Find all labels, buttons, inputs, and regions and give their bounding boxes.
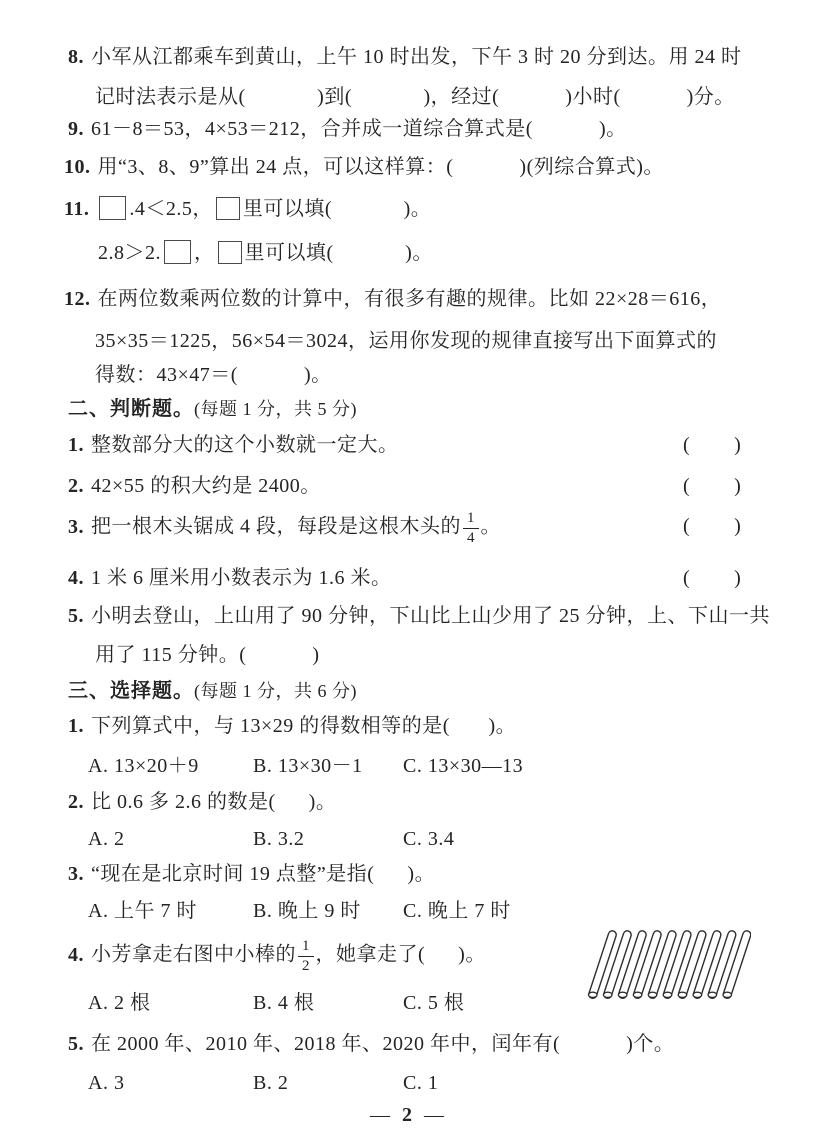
choice-q3-number: 3.: [68, 863, 84, 885]
choice-q4-number: 4.: [68, 943, 84, 966]
option-c: C. 1: [403, 1072, 439, 1094]
question-12-text2: 35×35＝1225，56×54＝3024，运用你发现的规律直接写出下面算式的: [95, 330, 718, 352]
choice-q4-text-post: ，她拿走了( )。: [315, 943, 486, 966]
judge-item-2-text: 42×55 的积大约是 2400。: [91, 475, 321, 497]
option-b: B. 晚上 9 时: [253, 900, 361, 922]
judge-item-5-line2: 用了 115 分钟。( ): [95, 644, 320, 666]
choice-q5: [68, 1031, 674, 1057]
option-c: C. 5 根: [403, 992, 465, 1014]
blank-box: [216, 197, 240, 220]
question-8-text: 小军从江都乘车到黄山，上午 10 时出发，下午 3 时 20 分到达。用 24 时: [91, 46, 742, 68]
judge-answer-paren-1: ( ): [683, 434, 742, 456]
question-9: [68, 116, 627, 142]
judge-answer-paren-2: ( ): [683, 475, 742, 497]
choice-q2-options: [0, 826, 816, 852]
judge-section-title: 二、判断题。: [68, 398, 194, 420]
judge-item-4-text: 1 米 6 厘米用小数表示为 1.6 米。: [91, 567, 392, 589]
option-b: B. 2: [253, 1072, 289, 1094]
judge-item-3: [68, 510, 501, 546]
option-a: A. 13×20＋9: [88, 755, 199, 777]
question-12-text3: 得数：43×47＝( )。: [95, 364, 332, 386]
choice-section-meta: (每题 1 分，共 6 分): [194, 681, 357, 701]
question-11-text-a: .4＜2.5，: [129, 198, 213, 220]
page-number: 2: [402, 1104, 414, 1126]
question-11-line1: [64, 196, 431, 222]
choice-section-title: 三、选择题。: [68, 680, 194, 702]
judge-item-3-text: 把一根木头锯成 4 段，每段是这根木头的: [91, 515, 461, 538]
question-8-line1: [68, 44, 742, 70]
judge-item-1: [68, 432, 399, 458]
option-b: B. 3.2: [253, 828, 305, 850]
judge-item-3-period: 。: [480, 515, 501, 538]
choice-q3-text: “现在是北京时间 19 点整”是指( )。: [91, 863, 436, 885]
option-b: B. 13×30－1: [253, 755, 363, 777]
choice-q2: [68, 789, 336, 815]
judge-section-header: [68, 396, 357, 422]
judge-item-2-number: 2.: [68, 475, 84, 497]
option-a: A. 2 根: [88, 992, 151, 1014]
judge-item-5-text1: 小明去登山，上山用了 90 分钟，下山比上山少用了 25 分钟，上、下山一共: [91, 605, 770, 627]
question-11-number: 11.: [64, 198, 90, 220]
question-12-number: 12.: [64, 288, 91, 310]
choice-q2-text: 比 0.6 多 2.6 的数是( )。: [91, 791, 337, 813]
question-12-text1: 在两位数乘两位数的计算中，有很多有趣的规律。比如 22×28＝616，: [97, 288, 722, 310]
choice-q5-options: [0, 1070, 816, 1096]
blank-box: [218, 241, 242, 264]
judge-item-1-number: 1.: [68, 434, 84, 456]
choice-q1-options: [0, 753, 816, 779]
question-12-line2: [95, 328, 717, 354]
question-8-line2: [95, 84, 735, 110]
question-12-line1: [64, 286, 721, 312]
blank-box: [164, 240, 191, 264]
option-a: A. 3: [88, 1072, 125, 1094]
question-10-number: 10.: [64, 156, 91, 178]
page-footer: [0, 1102, 816, 1128]
question-9-text: 61－8＝53，4×53＝212，合并成一道综合算式是( )。: [91, 118, 627, 140]
question-8-number: 8.: [68, 46, 84, 68]
choice-section-header: [68, 678, 357, 704]
choice-q3: [68, 861, 435, 887]
question-8-blanks: 记时法表示是从( )到( )，经过( )小时( )分。: [95, 86, 735, 108]
choice-q4: [68, 938, 486, 974]
judge-item-4: [68, 565, 392, 591]
footer-dash-right: —: [424, 1104, 446, 1126]
option-b: B. 4 根: [253, 992, 315, 1014]
question-10-text: 用“3、8、9”算出 24 点，可以这样算：( )(列综合算式)。: [97, 156, 664, 178]
judge-section-meta: (每题 1 分，共 5 分): [194, 399, 357, 419]
question-11-text-d: 里可以填( )。: [244, 242, 433, 264]
footer-dash-left: —: [370, 1104, 392, 1126]
choice-q4-text-pre: 小芳拿走右图中小棒的: [91, 943, 296, 966]
question-10: [64, 154, 664, 180]
choice-q5-number: 5.: [68, 1033, 84, 1055]
judge-answer-paren-4: ( ): [683, 567, 742, 589]
question-11-text-b: 里可以填( )。: [242, 198, 432, 220]
fraction-one-fourth: $\frac{1}{4}$: [463, 510, 479, 546]
question-12-line3: [95, 362, 332, 388]
option-a: A. 上午 7 时: [88, 900, 197, 922]
question-9-number: 9.: [68, 118, 84, 140]
choice-q3-options: [0, 898, 816, 924]
option-a: A. 2: [88, 828, 125, 850]
option-c: C. 晚上 7 时: [403, 900, 511, 922]
judge-item-1-text: 整数部分大的这个小数就一定大。: [91, 434, 399, 456]
fraction-one-half: $\frac{1}{2}$: [298, 938, 314, 974]
choice-q1-number: 1.: [68, 715, 84, 737]
judge-item-3-number: 3.: [68, 515, 84, 538]
judge-answer-paren-3: ( ): [683, 515, 742, 537]
judge-item-5-number: 5.: [68, 605, 84, 627]
question-11-comma: ，: [194, 242, 215, 264]
option-c: C. 13×30—13: [403, 755, 524, 777]
choice-q1: [68, 713, 516, 739]
question-11-text-c: 2.8＞2.: [98, 242, 161, 264]
judge-item-5-line1: [68, 603, 770, 629]
sticks-image: [583, 926, 751, 1014]
judge-item-4-number: 4.: [68, 567, 84, 589]
blank-box: [99, 196, 126, 220]
choice-q2-number: 2.: [68, 791, 84, 813]
question-11-line2: [98, 240, 433, 266]
option-c: C. 3.4: [403, 828, 455, 850]
choice-q1-text: 下列算式中，与 13×29 的得数相等的是( )。: [91, 715, 517, 737]
judge-item-2: [68, 473, 321, 499]
choice-q5-text: 在 2000 年、2010 年、2018 年、2020 年中，闰年有( )个。: [91, 1033, 675, 1055]
